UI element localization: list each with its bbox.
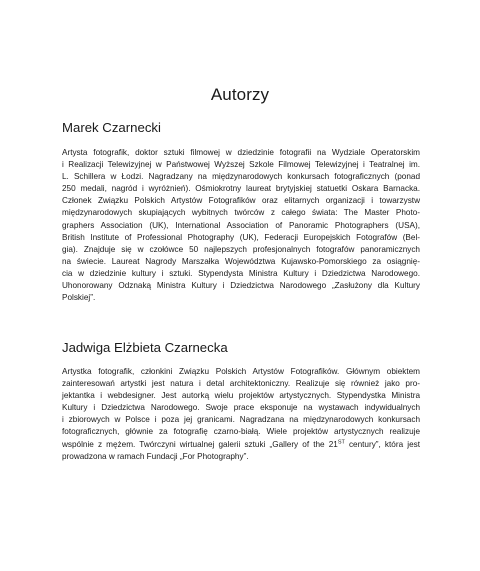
bio-line: prowadzona w ramach Fundacji „For Photography”.	[62, 451, 249, 461]
bio-line	[62, 439, 420, 451]
bio-line: fotograficznych, głównie za fotografię czarno-białą. Wiele projektów artystycznych realizuje	[62, 427, 420, 437]
bio-line: L. Schillera w Łodzi. Nagradzany na międzynarodowych konkursach fotograficznych (ponad	[62, 172, 420, 182]
bio-line: międzynarodowych skupiających wybitnych twórców z całego świata: The Master Photo-	[62, 208, 420, 218]
bio-line: Kultury i Dziedzictwa Narodowego. Swoje prace eksponuje na wystawach indywidualnych	[62, 403, 420, 413]
bio-line: British Institute of Professional Photography (UK), Federacji Europejskich Fotografów (Bel-	[62, 232, 420, 242]
bio-line: Członek Związku Polskich Artystów Fotografików oraz elitarnych organizacji i towarzystw	[62, 196, 420, 206]
bio-line: Artysta fotografik, doktor sztuki filmowej w dziedzinie fotografii na Wydziale Operatorskim	[62, 148, 420, 157]
author-name: Marek Czarnecki	[62, 120, 161, 135]
bio-line-text: wspólnie z mężem. Twórczyni wirtualnej galerii sztuki „Gallery of the 21	[62, 439, 338, 449]
bio-line-text: century”, która jest	[344, 439, 420, 449]
page-title: Autorzy	[210, 85, 270, 105]
bio-line: graphers Association (UK), International Association of Panoramic Photographers (USA),	[62, 220, 420, 230]
bio-line: zainteresowań artystki jest natura i detal architektoniczny. Realizuje się również jako pro-	[62, 379, 420, 389]
bio-line: i Realizacji Telewizyjnej w Państwowej Wyższej Szkole Filmowej Telewizyjnej i Teatralnej im.	[62, 160, 420, 170]
bio-line: cia w dziedzinie kultury i sztuki. Stypendysta Ministra Kultury i Dziedzictwa Narodowego.	[62, 268, 420, 278]
bio-line: Polskiej”.	[62, 293, 96, 303]
bio-line: Uhonorowany Odznaką Ministra Kultury i Dziedzictwa Narodowego „Zasłużony dla Kultury	[62, 281, 420, 291]
bio-line: 250 medali, nagród i wyróżnień). Ośmiokrotny laureat brytyjskiej statuetki Oskara Barnacka.	[62, 184, 420, 194]
bio-line: gia). Znajduje się w czołówce 50 najlepszych profesjonalnych fotografów panoramicznych	[62, 244, 420, 254]
bio-line: jektantka i webdesigner. Jest autorką wielu projektów artystycznych. Stypendystka Ministra	[62, 391, 420, 401]
bio-line: na świecie. Laureat Nagrody Marszałka Województwa Kujawsko-Pomorskiego za osiągnię-	[62, 256, 420, 266]
author-bio	[62, 147, 420, 304]
bio-line: Artystka fotografik, członkini Związku Polskich Artystów Fotografików. Głównym obiektem	[62, 367, 420, 376]
bio-line: i zbiorowych w Polsce i poza jej granicami. Nagradzana na międzynarodowych konkursach	[62, 415, 420, 425]
ordinal-suffix: ST	[337, 438, 345, 445]
author-name: Jadwiga Elżbieta Czarnecka	[62, 340, 228, 355]
author-bio	[62, 366, 420, 463]
